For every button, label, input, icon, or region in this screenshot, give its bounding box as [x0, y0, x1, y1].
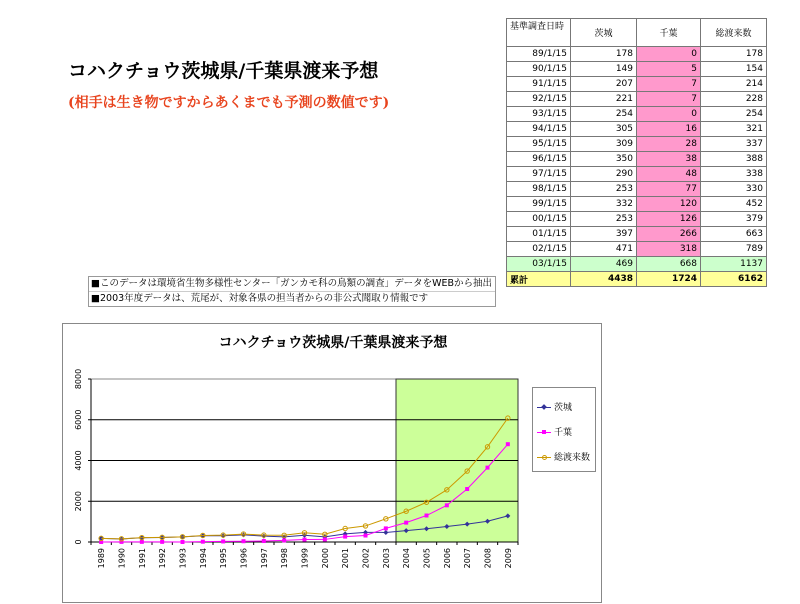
cell-date: 90/1/15: [507, 62, 571, 77]
legend-item-chiba: [537, 425, 572, 438]
cell-total: 379: [701, 212, 767, 227]
total-label: 累計: [507, 272, 571, 287]
table-total-row: [507, 272, 767, 287]
table-row: [507, 242, 767, 257]
cell-chiba: 48: [637, 167, 701, 182]
table-body: [507, 47, 767, 287]
cell-ibaraki: 305: [571, 122, 637, 137]
cell-chiba: 7: [637, 77, 701, 92]
data-point-chiba: [323, 537, 327, 541]
cell-ibaraki: 178: [571, 47, 637, 62]
cell-total: 178: [701, 47, 767, 62]
data-point-chiba: [303, 538, 307, 542]
x-tick-label: 1999: [300, 548, 310, 569]
table-row: [507, 227, 767, 242]
cell-total: 228: [701, 92, 767, 107]
x-tick-label: 2007: [463, 548, 473, 569]
cell-date: 96/1/15: [507, 152, 571, 167]
x-tick-label: 2001: [341, 548, 351, 569]
x-tick-label: 1996: [239, 548, 249, 569]
table-row: [507, 107, 767, 122]
cell-total: 330: [701, 182, 767, 197]
legend-line-ibaraki: [537, 407, 551, 408]
chart-legend: [532, 387, 596, 472]
cell-total: 663: [701, 227, 767, 242]
cell-chiba: 266: [637, 227, 701, 242]
cell-ibaraki: 471: [571, 242, 637, 257]
x-tick-label: 1995: [219, 548, 229, 569]
table-row: [507, 212, 767, 227]
x-tick-label: 2008: [483, 548, 493, 569]
data-point-chiba: [384, 526, 388, 530]
cell-ibaraki: 469: [571, 257, 637, 272]
cell-total: 338: [701, 167, 767, 182]
data-point-chiba: [181, 540, 185, 544]
y-tick-label: 0: [74, 539, 83, 545]
cell-chiba: 5: [637, 62, 701, 77]
x-tick-label: 1990: [117, 548, 127, 569]
cell-date: 89/1/15: [507, 47, 571, 62]
cell-chiba: 0: [637, 107, 701, 122]
table-row: [507, 167, 767, 182]
data-point-chiba: [221, 539, 225, 543]
legend-label-ibaraki: 茨城: [554, 403, 573, 413]
x-tick-label: 1994: [198, 548, 208, 569]
y-tick-label: 4000: [74, 450, 83, 471]
cell-chiba: 668: [637, 257, 701, 272]
data-point-chiba: [140, 540, 144, 544]
total-chiba: 1724: [637, 272, 701, 287]
legend-line-chiba: [537, 432, 551, 433]
legend-item-total: [537, 450, 590, 463]
cell-chiba: 318: [637, 242, 701, 257]
x-tick-label: 2002: [361, 548, 371, 569]
legend-line-total: [537, 457, 551, 458]
x-tick-label: 1989: [97, 548, 107, 569]
data-point-chiba: [404, 521, 408, 525]
total-ibaraki: 4438: [571, 272, 637, 287]
cell-ibaraki: 397: [571, 227, 637, 242]
table-row: [507, 137, 767, 152]
data-point-chiba: [242, 539, 246, 543]
cell-ibaraki: 332: [571, 197, 637, 212]
data-point-chiba: [425, 514, 429, 518]
data-point-chiba: [282, 538, 286, 542]
note-source: ■このデータは環境省生物多様性センター「ガンカモ科の鳥類の調査」データをWEBから抽出: [89, 277, 495, 292]
table-row: [507, 47, 767, 62]
table-row: [507, 62, 767, 77]
cell-ibaraki: 290: [571, 167, 637, 182]
cell-total: 214: [701, 77, 767, 92]
x-tick-label: 2006: [442, 548, 452, 569]
cell-total: 254: [701, 107, 767, 122]
cell-date: 00/1/15: [507, 212, 571, 227]
cell-date: 92/1/15: [507, 92, 571, 107]
header-ibaraki: 茨城: [571, 19, 637, 47]
data-point-chiba: [160, 540, 164, 544]
header-chiba: 千葉: [637, 19, 701, 47]
cell-chiba: 77: [637, 182, 701, 197]
chart-title: コハクチョウ茨城県/千葉県渡来予想: [218, 335, 448, 351]
cell-total: 337: [701, 137, 767, 152]
legend-label-total: 総渡来数: [554, 453, 591, 463]
cell-ibaraki: 309: [571, 137, 637, 152]
cell-date: 99/1/15: [507, 197, 571, 212]
x-tick-label: 1997: [259, 548, 269, 569]
cell-ibaraki: 253: [571, 182, 637, 197]
x-tick-label: 2005: [422, 548, 432, 569]
data-point-chiba: [506, 442, 510, 446]
cell-chiba: 16: [637, 122, 701, 137]
cell-chiba: 38: [637, 152, 701, 167]
data-point-chiba: [262, 539, 266, 543]
table-row: [507, 92, 767, 107]
legend-label-chiba: 千葉: [554, 428, 573, 438]
cell-chiba: 120: [637, 197, 701, 212]
cell-chiba: 7: [637, 92, 701, 107]
cell-total: 452: [701, 197, 767, 212]
x-tick-label: 1998: [280, 548, 290, 569]
table-row: [507, 122, 767, 137]
y-tick-label: 8000: [74, 368, 83, 390]
cell-date: 97/1/15: [507, 167, 571, 182]
table-row: [507, 182, 767, 197]
y-tick-label: 6000: [74, 409, 83, 430]
cell-chiba: 28: [637, 137, 701, 152]
x-tick-label: 1993: [178, 548, 188, 569]
cell-total: 321: [701, 122, 767, 137]
chart-panel: [62, 323, 602, 603]
cell-total: 388: [701, 152, 767, 167]
total-all: 6162: [701, 272, 767, 287]
page-title: コハクチョウ茨城県/千葉県渡来予想: [68, 60, 379, 82]
y-tick-label: 2000: [74, 491, 83, 512]
header-total: 総渡来数: [701, 19, 767, 47]
table-row: [507, 77, 767, 92]
cell-ibaraki: 207: [571, 77, 637, 92]
cell-date: 94/1/15: [507, 122, 571, 137]
cell-chiba: 0: [637, 47, 701, 62]
cell-total: 154: [701, 62, 767, 77]
legend-item-ibaraki: [537, 400, 572, 413]
data-point-chiba: [445, 503, 449, 507]
data-point-chiba: [364, 534, 368, 538]
notes-box: [88, 276, 496, 307]
x-tick-label: 2004: [402, 548, 412, 569]
cell-total: 789: [701, 242, 767, 257]
cell-date: 01/1/15: [507, 227, 571, 242]
cell-ibaraki: 221: [571, 92, 637, 107]
x-tick-label: 1992: [158, 548, 168, 569]
cell-ibaraki: 350: [571, 152, 637, 167]
cell-date: 95/1/15: [507, 137, 571, 152]
header-date: 基準調査日時: [507, 19, 571, 47]
cell-date: 03/1/15: [507, 257, 571, 272]
cell-date: 91/1/15: [507, 77, 571, 92]
data-point-chiba: [343, 535, 347, 539]
x-tick-label: 2003: [381, 548, 391, 569]
x-tick-label: 2009: [503, 548, 513, 569]
cell-date: 98/1/15: [507, 182, 571, 197]
x-tick-label: 1991: [137, 548, 147, 569]
data-table: [506, 18, 767, 287]
note-2003: ■2003年度データは、荒尾が、対象各県の担当者からの非公式聞取り情報です: [91, 293, 429, 304]
x-tick-label: 2000: [320, 548, 330, 569]
table-header-row: [507, 19, 767, 47]
cell-ibaraki: 253: [571, 212, 637, 227]
cell-ibaraki: 149: [571, 62, 637, 77]
cell-total: 1137: [701, 257, 767, 272]
data-point-chiba: [465, 487, 469, 491]
cell-ibaraki: 254: [571, 107, 637, 122]
page-subtitle: (相手は生き物ですからあくまでも予測の数値です): [68, 95, 390, 111]
data-point-chiba: [486, 466, 490, 470]
cell-chiba: 126: [637, 212, 701, 227]
line-chart: [63, 324, 603, 604]
table-row: [507, 197, 767, 212]
table-row: [507, 152, 767, 167]
data-point-chiba: [201, 540, 205, 544]
cell-date: 02/1/15: [507, 242, 571, 257]
cell-date: 93/1/15: [507, 107, 571, 122]
table-row: [507, 257, 767, 272]
